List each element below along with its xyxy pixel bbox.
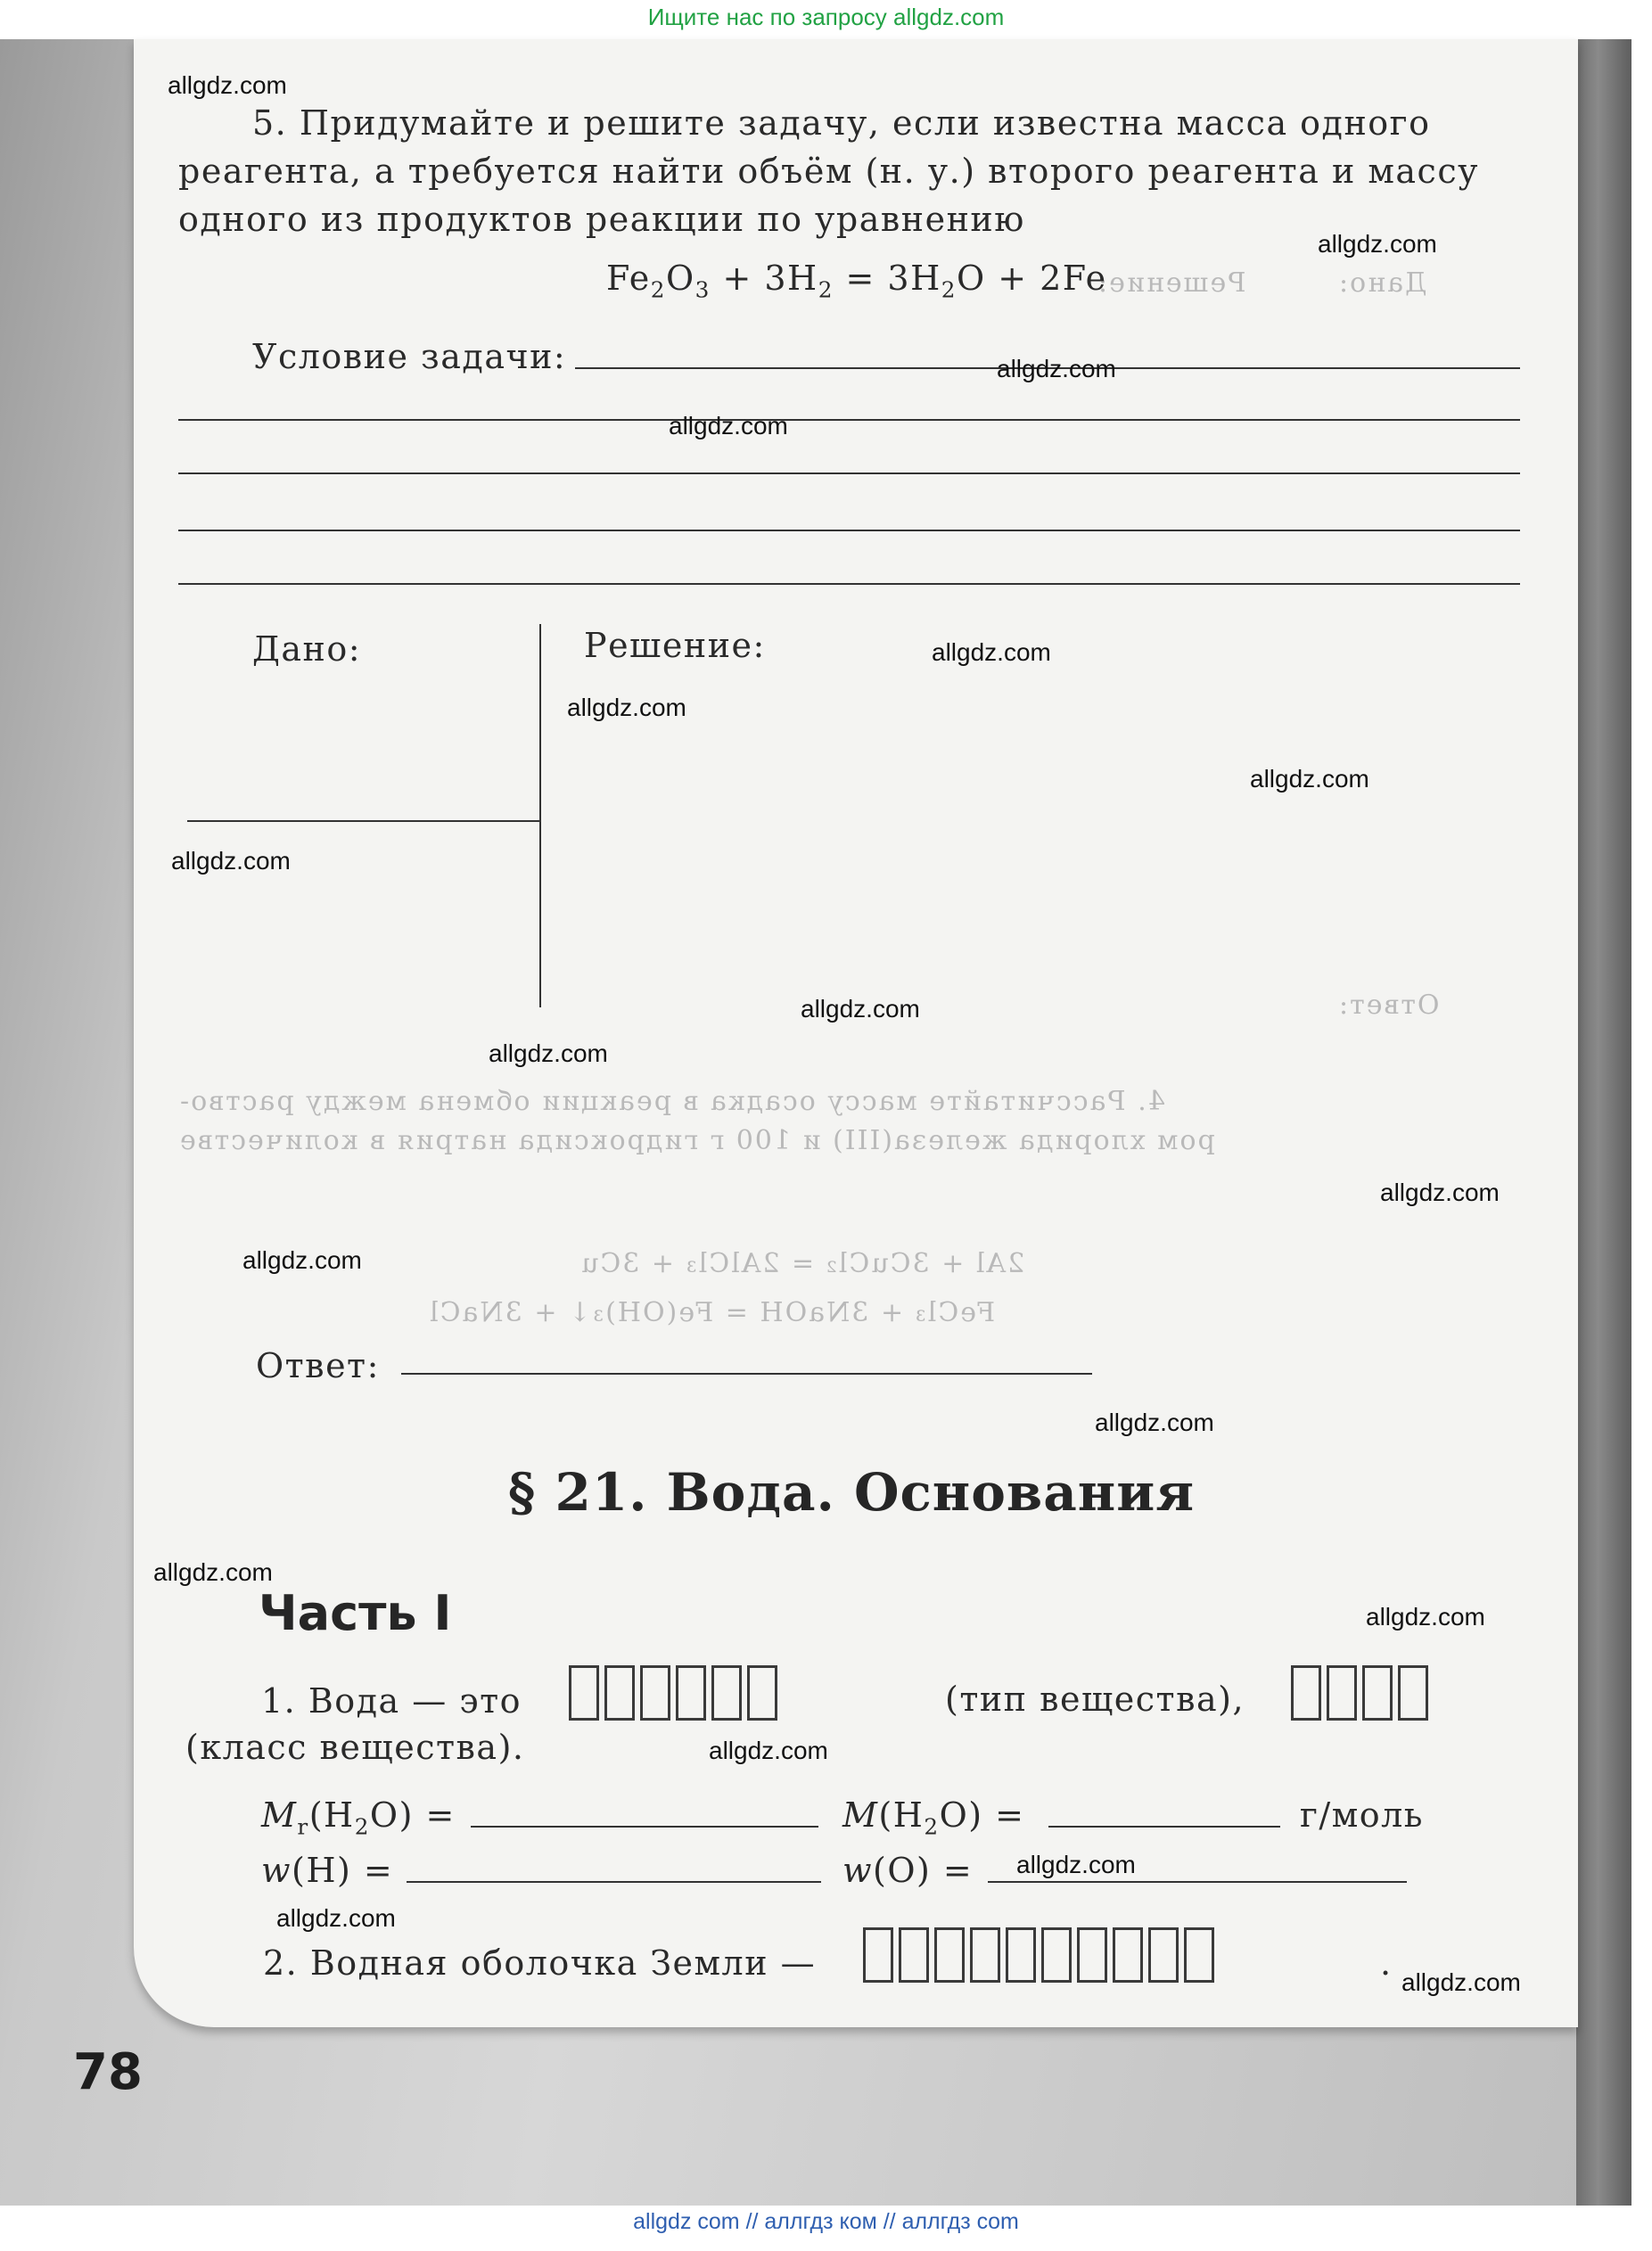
relative-molecular-mass-label: $M_r(H_2O)$ =	[261, 1795, 456, 1840]
q1-substance-class-boxes[interactable]	[1291, 1665, 1434, 1721]
bleed-through-answer: Ответ:	[1337, 990, 1440, 1021]
watermark: allgdz.com	[1318, 230, 1437, 258]
given-separator-line	[187, 820, 539, 822]
watermark: allgdz.com	[489, 1039, 608, 1067]
bleed-through-given: Дано:	[1337, 267, 1427, 299]
watermark: allgdz.com	[567, 694, 686, 721]
condition-answer-line-2[interactable]	[178, 419, 1520, 421]
solution-label: Решение:	[584, 626, 766, 665]
watermark: allgdz.com	[1095, 1409, 1214, 1436]
watermark: allgdz.com	[276, 1904, 396, 1932]
watermark: allgdz.com	[1016, 1851, 1136, 1878]
molar-mass-label: $M(H_2O)$ =	[842, 1795, 1025, 1840]
q1-class-label: (класс вещества).	[185, 1728, 525, 1767]
page-number: 78	[73, 2043, 143, 2101]
relative-molecular-mass-line[interactable]	[471, 1826, 818, 1828]
molar-mass-line[interactable]	[1048, 1826, 1280, 1828]
given-label: Дано:	[252, 629, 362, 669]
watermark: allgdz.com	[1380, 1179, 1500, 1206]
answer-line[interactable]	[401, 1373, 1092, 1375]
q1-type-label: (тип вещества),	[945, 1680, 1245, 1719]
book-spine	[1576, 39, 1631, 2206]
task5-line3: одного из продуктов реакции по уравнению	[178, 200, 1025, 239]
top-banner: Ищите нас по запросу allgdz.com	[647, 4, 1005, 30]
part-heading: Часть I	[259, 1585, 452, 1641]
q2-end-period: .	[1380, 1943, 1393, 1983]
condition-label: Условие задачи:	[252, 337, 567, 376]
task5-line1: 5. Придумайте и решите задачу, если известна масса одного	[252, 103, 1431, 143]
condition-answer-line-5[interactable]	[178, 583, 1520, 585]
bleed-through-task-line-2: ром хлорида железа(III) и 100 г гидроксида натрия в количестве	[178, 1125, 1215, 1156]
watermark: allgdz.com	[1366, 1603, 1485, 1631]
bottom-banner: allgdz com // аллгдз ком // аллгдз com	[633, 2209, 1019, 2234]
watermark: allgdz.com	[932, 638, 1051, 666]
bleed-through-solution: Решение:	[1097, 267, 1246, 299]
watermark: allgdz.com	[709, 1737, 828, 1764]
bleed-through-equation-1: FeCl₃ + 3NaOH = Fe(OH)₃↓ + 3NaCl	[428, 1297, 996, 1328]
condition-answer-line-3[interactable]	[178, 472, 1520, 474]
hydrogen-fraction-label: w(H) =	[261, 1851, 394, 1890]
q1-text-start: 1. Вода — это	[261, 1681, 522, 1721]
condition-answer-line-4[interactable]	[178, 530, 1520, 531]
watermark: allgdz.com	[242, 1246, 362, 1274]
watermark: allgdz.com	[801, 995, 920, 1023]
watermark: allgdz.com	[153, 1558, 273, 1586]
q1-substance-type-boxes[interactable]	[569, 1665, 783, 1721]
hydrogen-fraction-line[interactable]	[407, 1881, 821, 1883]
molar-mass-unit: г/моль	[1300, 1795, 1424, 1835]
q2-answer-boxes[interactable]	[863, 1927, 1220, 1983]
watermark: allgdz.com	[171, 847, 291, 875]
bleed-through-task-line-1: 4. Рассчитайте массу осадка в реакции обмена между раство-	[178, 1086, 1165, 1117]
section-title: § 21. Вода. Основания	[508, 1462, 1196, 1523]
answer-label: Ответ:	[256, 1346, 380, 1385]
task5-line2: реагента, а требуется найти объём (н. у.) второго реагента и массу	[178, 152, 1479, 191]
bleed-through-equation-2: 2Al + 3CuCl₂ = 2AlCl₃ + 3Cu	[579, 1248, 1025, 1279]
watermark: allgdz.com	[1401, 1968, 1521, 1996]
given-solution-divider	[539, 624, 541, 1007]
q2-text: 2. Водная оболочка Земли —	[263, 1943, 817, 1983]
oxygen-fraction-line[interactable]	[988, 1881, 1407, 1883]
watermark: allgdz.com	[1250, 765, 1369, 793]
reaction-equation: $Fe_2O_3 + 3H_2 = 3H_2O + 2Fe$	[606, 259, 1107, 303]
watermark: allgdz.com	[997, 355, 1116, 382]
watermark: allgdz.com	[669, 412, 788, 440]
watermark: allgdz.com	[168, 71, 287, 99]
oxygen-fraction-label: w(O) =	[842, 1851, 974, 1890]
